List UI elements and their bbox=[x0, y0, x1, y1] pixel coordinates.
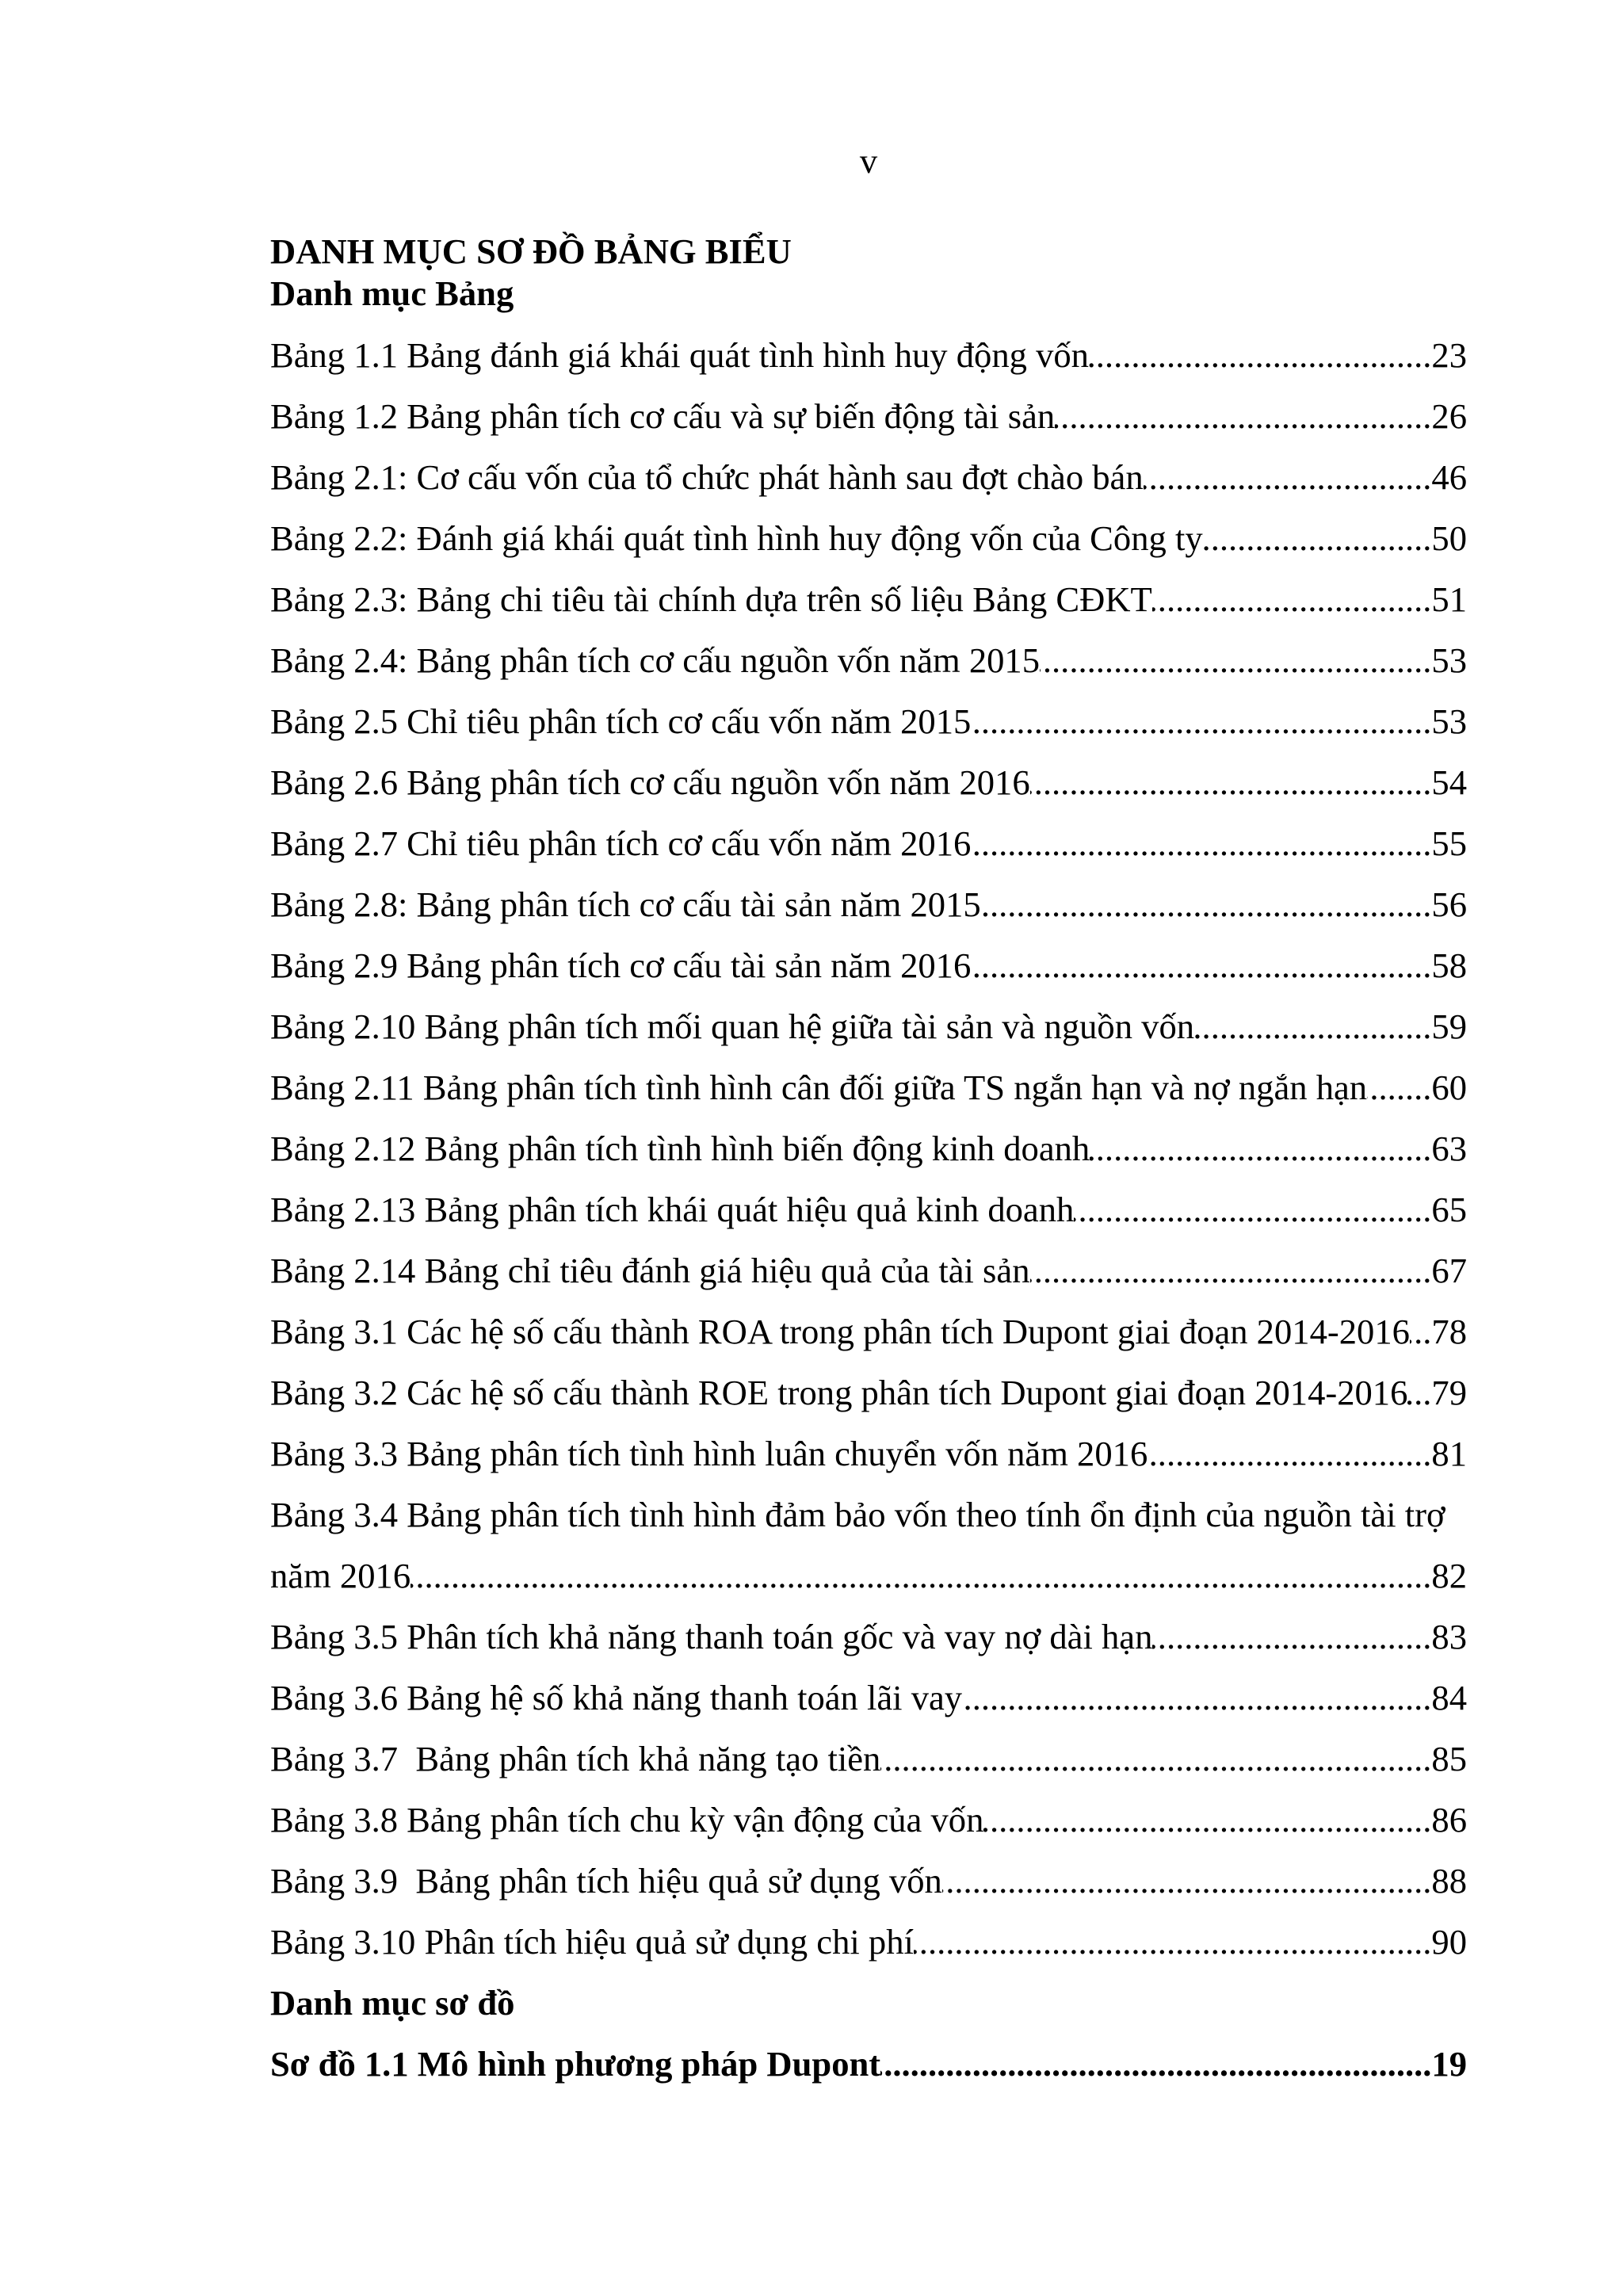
entry-title: Bảng 2.2: Đánh giá khái quát tình hình huy động vốn của Công ty bbox=[270, 518, 1203, 558]
toc-entry-line bbox=[270, 996, 1467, 1057]
entry-page-number: 88 bbox=[1431, 1861, 1467, 1901]
toc-entry-line bbox=[270, 1057, 1467, 1118]
entry-title: Sơ đồ 1.1 Mô hình phương pháp Dupont bbox=[270, 2044, 881, 2084]
entry-page-number: 67 bbox=[1431, 1251, 1467, 1290]
dot-leader bbox=[1410, 1301, 1431, 1362]
toc-entry bbox=[270, 874, 1467, 935]
toc-entry-line bbox=[270, 874, 1467, 935]
toc-entry-line bbox=[270, 630, 1467, 691]
entry-page-number: 19 bbox=[1431, 2044, 1467, 2084]
toc-entry-line bbox=[270, 1545, 1467, 1606]
entry-title: Bảng 3.7 Bảng phân tích khả năng tạo tiền bbox=[270, 1739, 881, 1778]
dot-leader bbox=[880, 1729, 1431, 1790]
toc-entry-line bbox=[270, 752, 1467, 813]
toc-entry bbox=[270, 1240, 1467, 1301]
entry-title: Bảng 3.2 Các hệ số cấu thành ROE trong phân tích Dupont giai đoạn 2014-2016 bbox=[270, 1373, 1408, 1412]
entry-page-number: 59 bbox=[1431, 1007, 1467, 1046]
toc-entry-line bbox=[270, 1668, 1467, 1729]
dot-leader bbox=[1030, 752, 1432, 813]
toc-entry bbox=[270, 1118, 1467, 1179]
dot-leader bbox=[1144, 447, 1432, 508]
entry-page-number: 79 bbox=[1431, 1373, 1467, 1412]
diagrams-section-title: Danh mục sơ đồ bbox=[270, 1983, 515, 2023]
entry-page-number: 54 bbox=[1431, 762, 1467, 802]
entry-page-number: 78 bbox=[1431, 1312, 1467, 1351]
entry-title: Bảng 3.9 Bảng phân tích hiệu quả sử dụng vốn bbox=[270, 1861, 942, 1901]
toc-entry-line bbox=[270, 2034, 1467, 2095]
entry-title: Bảng 2.14 Bảng chỉ tiêu đánh giá hiệu quả của tài sản bbox=[270, 1251, 1030, 1290]
toc-entry bbox=[270, 325, 1467, 386]
entry-page-number: 50 bbox=[1431, 518, 1467, 558]
entry-title: Bảng 2.8: Bảng phân tích cơ cấu tài sản năm 2015 bbox=[270, 884, 981, 924]
entry-title: Bảng 2.13 Bảng phân tích khái quát hiệu quả kinh doanh bbox=[270, 1190, 1075, 1229]
toc-entry bbox=[270, 1668, 1467, 1729]
entry-page-number: 63 bbox=[1431, 1129, 1467, 1168]
entry-page-number: 81 bbox=[1431, 1434, 1467, 1473]
entry-page-number: 26 bbox=[1431, 396, 1467, 436]
entry-title: Bảng 2.11 Bảng phân tích tình hình cân đối giữa TS ngắn hạn và nợ ngắn hạn bbox=[270, 1068, 1368, 1107]
entry-title: Bảng 3.4 Bảng phân tích tình hình đảm bảo vốn theo tính ổn định của nguồn tài trợ bbox=[270, 1495, 1445, 1534]
entry-title: Bảng 3.3 Bảng phân tích tình hình luân chuyển vốn năm 2016 bbox=[270, 1434, 1148, 1473]
entry-title: Bảng 3.5 Phân tích khả năng thanh toán gốc và vay nợ dài hạn bbox=[270, 1617, 1153, 1656]
entry-title-continued: năm 2016 bbox=[270, 1556, 411, 1595]
toc-entry bbox=[270, 1057, 1467, 1118]
toc-entry bbox=[270, 691, 1467, 752]
tables-section-title: Danh mục Bảng bbox=[270, 273, 514, 313]
dot-leader bbox=[1055, 386, 1431, 447]
entry-page-number: 58 bbox=[1431, 946, 1467, 985]
toc-entry bbox=[270, 1912, 1467, 1973]
dot-leader bbox=[1148, 1423, 1431, 1484]
toc-entry bbox=[270, 1484, 1467, 1606]
dot-leader bbox=[1040, 630, 1431, 691]
dot-leader bbox=[411, 1545, 1431, 1606]
toc-entry-line bbox=[270, 1118, 1467, 1179]
toc-entry bbox=[270, 1179, 1467, 1240]
dot-leader bbox=[962, 1668, 1431, 1729]
entry-page-number: 56 bbox=[1431, 884, 1467, 924]
toc-entry-line bbox=[270, 813, 1467, 874]
toc-entry-line bbox=[270, 447, 1467, 508]
toc-entry bbox=[270, 1362, 1467, 1423]
entry-page-number: 55 bbox=[1431, 823, 1467, 863]
entry-page-number: 84 bbox=[1431, 1678, 1467, 1717]
dot-leader bbox=[1030, 1240, 1432, 1301]
toc-entry bbox=[270, 1301, 1467, 1362]
list-of-diagrams-and-tables bbox=[270, 231, 1467, 2095]
dot-leader bbox=[1089, 325, 1431, 386]
toc-entry-line bbox=[270, 1484, 1467, 1545]
entry-page-number: 53 bbox=[1431, 640, 1467, 680]
dot-leader bbox=[1090, 1118, 1431, 1179]
entry-page-number: 85 bbox=[1431, 1739, 1467, 1778]
entry-title: Bảng 2.10 Bảng phân tích mối quan hệ giữa tài sản và nguồn vốn bbox=[270, 1007, 1195, 1046]
entry-page-number: 53 bbox=[1431, 701, 1467, 741]
dot-leader bbox=[971, 935, 1431, 996]
toc-entry-line bbox=[270, 1362, 1467, 1423]
toc-entry-line bbox=[270, 1179, 1467, 1240]
toc-entry bbox=[270, 1851, 1467, 1912]
entry-page-number: 23 bbox=[1431, 335, 1467, 375]
dot-leader bbox=[1152, 569, 1432, 630]
dot-leader bbox=[971, 813, 1431, 874]
entry-title: Bảng 2.7 Chỉ tiêu phân tích cơ cấu vốn năm 2016 bbox=[270, 823, 972, 863]
toc-entry-line bbox=[270, 1729, 1467, 1790]
tables-list bbox=[270, 325, 1467, 1973]
dot-leader bbox=[1194, 996, 1431, 1057]
entry-page-number: 83 bbox=[1431, 1617, 1467, 1656]
toc-entry bbox=[270, 386, 1467, 447]
entry-page-number: 65 bbox=[1431, 1190, 1467, 1229]
toc-entry-line bbox=[270, 325, 1467, 386]
dot-leader bbox=[1203, 508, 1432, 569]
dot-leader bbox=[1407, 1362, 1431, 1423]
toc-entry-line bbox=[270, 1790, 1467, 1851]
entry-title: Bảng 2.5 Chỉ tiêu phân tích cơ cấu vốn năm 2015 bbox=[270, 701, 972, 741]
entry-page-number: 46 bbox=[1431, 457, 1467, 497]
diagrams-list bbox=[270, 2034, 1467, 2095]
entry-title: Bảng 2.6 Bảng phân tích cơ cấu nguồn vốn năm 2016 bbox=[270, 762, 1030, 802]
entry-title: Bảng 2.3: Bảng chi tiêu tài chính dựa trên số liệu Bảng CĐKT bbox=[270, 579, 1152, 619]
dot-leader bbox=[914, 1912, 1432, 1973]
toc-entry-line bbox=[270, 691, 1467, 752]
toc-entry bbox=[270, 1606, 1467, 1668]
toc-entry-line bbox=[270, 1240, 1467, 1301]
entry-title: Bảng 2.1: Cơ cấu vốn của tổ chức phát hành sau đợt chào bán bbox=[270, 457, 1144, 497]
toc-entry bbox=[270, 630, 1467, 691]
dot-leader bbox=[880, 2034, 1431, 2095]
toc-entry bbox=[270, 1423, 1467, 1484]
toc-entry bbox=[270, 935, 1467, 996]
toc-entry bbox=[270, 996, 1467, 1057]
page-heading: DANH MỤC SƠ ĐỒ BẢNG BIỂU bbox=[270, 231, 792, 271]
entry-page-number: 51 bbox=[1431, 579, 1467, 619]
entry-title: Bảng 1.2 Bảng phân tích cơ cấu và sự biến động tài sản bbox=[270, 396, 1056, 436]
entry-page-number: 86 bbox=[1431, 1800, 1467, 1839]
toc-entry bbox=[270, 569, 1467, 630]
toc-entry-line bbox=[270, 1423, 1467, 1484]
dot-leader bbox=[1074, 1179, 1431, 1240]
entry-title: Bảng 2.12 Bảng phân tích tình hình biến động kinh doanh bbox=[270, 1129, 1090, 1168]
entry-title: Bảng 3.1 Các hệ số cấu thành ROA trong phân tích Dupont giai đoạn 2014-2016 bbox=[270, 1312, 1410, 1351]
entry-page-number: 90 bbox=[1431, 1922, 1467, 1962]
entry-title: Bảng 2.4: Bảng phân tích cơ cấu nguồn vốn năm 2015 bbox=[270, 640, 1041, 680]
toc-entry bbox=[270, 752, 1467, 813]
dot-leader bbox=[1367, 1057, 1431, 1118]
dot-leader bbox=[942, 1851, 1432, 1912]
entry-title: Bảng 3.10 Phân tích hiệu quả sử dụng chi phí bbox=[270, 1922, 914, 1962]
toc-entry-line bbox=[270, 508, 1467, 569]
dot-leader bbox=[1152, 1606, 1431, 1668]
entry-page-number: 82 bbox=[1431, 1556, 1467, 1595]
entry-title: Bảng 3.6 Bảng hệ số khả năng thanh toán lãi vay bbox=[270, 1678, 963, 1717]
dot-leader bbox=[981, 874, 1432, 935]
toc-entry-line bbox=[270, 386, 1467, 447]
toc-entry bbox=[270, 2034, 1467, 2095]
page-number: v bbox=[859, 141, 878, 181]
toc-entry-line bbox=[270, 935, 1467, 996]
toc-entry bbox=[270, 1790, 1467, 1851]
toc-entry-line bbox=[270, 1606, 1467, 1668]
toc-entry bbox=[270, 508, 1467, 569]
entry-title: Bảng 2.9 Bảng phân tích cơ cấu tài sản năm 2016 bbox=[270, 946, 972, 985]
toc-entry bbox=[270, 1729, 1467, 1790]
dot-leader bbox=[971, 691, 1431, 752]
toc-entry bbox=[270, 813, 1467, 874]
dot-leader bbox=[983, 1790, 1431, 1851]
toc-entry bbox=[270, 447, 1467, 508]
toc-entry-line bbox=[270, 569, 1467, 630]
toc-entry-line bbox=[270, 1912, 1467, 1973]
entry-title: Bảng 1.1 Bảng đánh giá khái quát tình hình huy động vốn bbox=[270, 335, 1089, 375]
entry-title: Bảng 3.8 Bảng phân tích chu kỳ vận động của vốn bbox=[270, 1800, 984, 1839]
toc-entry-line bbox=[270, 1301, 1467, 1362]
entry-page-number: 60 bbox=[1431, 1068, 1467, 1107]
toc-entry-line bbox=[270, 1851, 1467, 1912]
